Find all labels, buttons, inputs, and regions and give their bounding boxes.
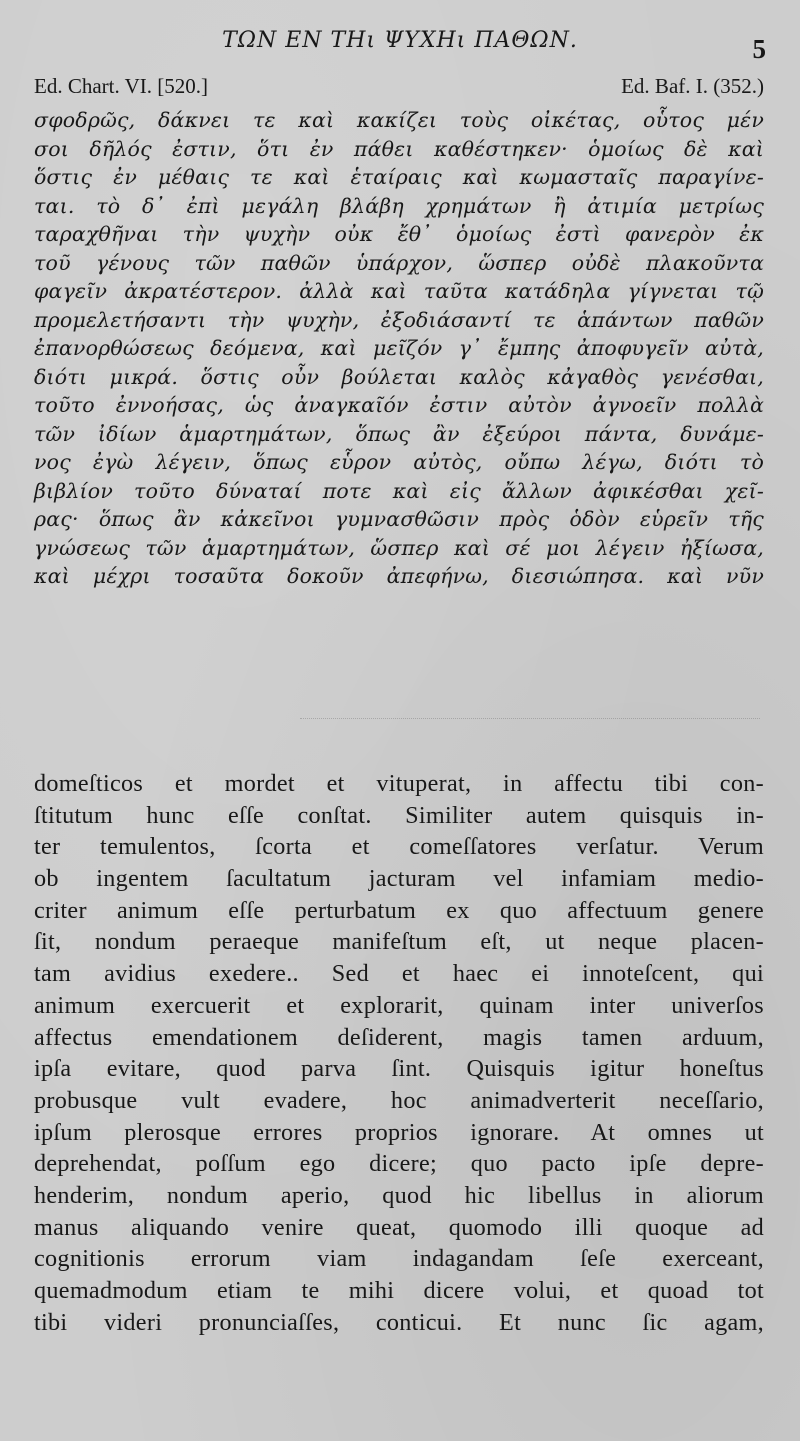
edition-reference-left: Ed. Chart. VI. [520.] — [34, 74, 208, 98]
latin-text-line: manus aliquando venire queat, quomodo illi quoque ad — [34, 1213, 764, 1241]
latin-text-line: ſit, nondum peraeque manifeſtum eſt, ut neque placen- — [34, 928, 764, 956]
latin-text-line: deprehendat, poſſum ego dicere; quo pacto ipſe depre- — [34, 1150, 764, 1178]
running-title: ΤΩΝ ΕΝ ΤΗι ΨΥΧΗι ΠΑΘΩΝ. — [222, 28, 578, 53]
latin-text-line: criter animum eſſe perturbatum ex quo affectuum genere — [34, 896, 764, 924]
latin-text-line: domeſticos et mordet et vituperat, in affectu tibi con- — [34, 770, 764, 797]
greek-text-line: ται. τὸ δ᾽ ἐπὶ μεγάλη βλάβη χρημάτων ἢ ἀτιμία μετρίως — [34, 193, 764, 218]
greek-text-line: ὅστις ἐν μέθαις τε καὶ ἑταίραις καὶ κωμασταῖς παραγίνε- — [34, 165, 764, 189]
greek-text-line: διότι μικρά. ὅστις οὖν βούλεται καλὸς κἀγαθὸς γενέσθαι, — [34, 364, 764, 389]
latin-text-line: quemadmodum etiam te mihi dicere volui, et quoad tot — [34, 1277, 764, 1304]
separator — [300, 706, 760, 719]
greek-text-line: ρας· ὅπως ἂν κἀκεῖνοι γυμνασθῶσιν πρὸς ὁδὸν εὑρεῖν τῆς — [34, 507, 764, 531]
latin-text-line: ipſa evitare, quod parva ſint. Quisquis igitur honeſtus — [34, 1055, 764, 1083]
latin-text-line: tam avidius exedere.. Sed et haec ei innoteſcent, qui — [34, 960, 764, 988]
latin-text-line: henderim, nondum aperio, quod hic libellus in aliorum — [34, 1181, 764, 1209]
greek-text-line: σοι δῆλός ἐστιν, ὅτι ἐν πάθει καθέστηκεν· ὁμοίως δὲ καὶ — [34, 136, 764, 161]
latin-text-line: ipſum plerosque errores proprios ignorare. At omnes ut — [34, 1118, 764, 1146]
greek-text-line: γνώσεως τῶν ἁμαρτημάτων, ὥσπερ καὶ σέ μοι λέγειν ἠξίωσα, — [34, 535, 764, 560]
latin-text-line: cognitionis errorum viam indagandam ſeſe exerceant, — [34, 1245, 764, 1273]
greek-text-line: καὶ μέχρι τοσαῦτα δοκοῦν ἀπεφήνω, διεσιώπησα. καὶ νῦν — [34, 564, 764, 588]
latin-text-line: animum exercuerit et explorarit, quinam inter univerſos — [34, 991, 764, 1019]
greek-text-line: φαγεῖν ἀκρατέστερον. ἀλλὰ καὶ ταῦτα κατάδηλα γίγνεται τῷ — [34, 279, 764, 303]
latin-text-line: ſtitutum hunc eſſe conſtat. Similiter autem quisquis in- — [34, 801, 764, 829]
greek-text-line: τοῦ γένους τῶν παθῶν ὑπάρχον, ὥσπερ οὐδὲ πλακοῦντα — [34, 250, 764, 275]
latin-text-line: probusque vult evadere, hoc animadverterit neceſſario, — [34, 1086, 764, 1114]
edition-reference-line — [34, 74, 764, 99]
greek-text-line: βιβλίον τοῦτο δύναταί ποτε καὶ εἰς ἄλλων ἀφικέσθαι χεῖ- — [34, 478, 764, 503]
latin-text-line: tibi videri pronunciaſſes, conticui. Et nunc ſic agam, — [34, 1308, 764, 1336]
greek-text-line: προμελετήσαντι τὴν ψυχὴν, ἐξοδιάσαντί τε ἁπάντων παθῶν — [34, 307, 764, 332]
greek-text-line: σφοδρῶς, δάκνει τε καὶ κακίζει τοὺς οἰκέτας, οὗτος μέν — [34, 108, 764, 132]
greek-text-line: ἐπανορθώσεως δεόμενα, καὶ μεῖζόν γ᾽ ἔμπης ἀποφυγεῖν αὐτὰ, — [34, 336, 764, 360]
latin-text-line: ob ingentem ſacultatum jacturam vel infamiam medio- — [34, 865, 764, 893]
page-number: 5 — [752, 34, 766, 64]
greek-text-line: ταραχθῆναι τὴν ψυχὴν οὐκ ἔθ᾽ ὁμοίως ἐστὶ φανερὸν ἐκ — [34, 222, 764, 246]
latin-text-line: affectus emendationem deſiderent, magis tamen arduum, — [34, 1023, 764, 1051]
greek-text-line: τῶν ἰδίων ἁμαρτημάτων, ὅπως ἂν ἐξεύροι πάντα, δυνάμε- — [34, 421, 764, 446]
edition-reference-right: Ed. Baf. I. (352.) — [621, 74, 764, 98]
greek-text-line: νος ἐγὼ λέγειν, ὅπως εὗρον αὐτὸς, οὔπω λέγω, διότι τὸ — [34, 450, 764, 474]
latin-text-line: ter temulentos, ſcorta et comeſſatores verſatur. Verum — [34, 833, 764, 861]
latin-text-column — [34, 768, 764, 1338]
greek-text-column — [34, 106, 764, 591]
greek-text-line: τοῦτο ἐννοήσας, ὡς ἀναγκαῖόν ἐστιν αὐτὸν ἀγνοεῖν πολλὰ — [34, 393, 764, 417]
